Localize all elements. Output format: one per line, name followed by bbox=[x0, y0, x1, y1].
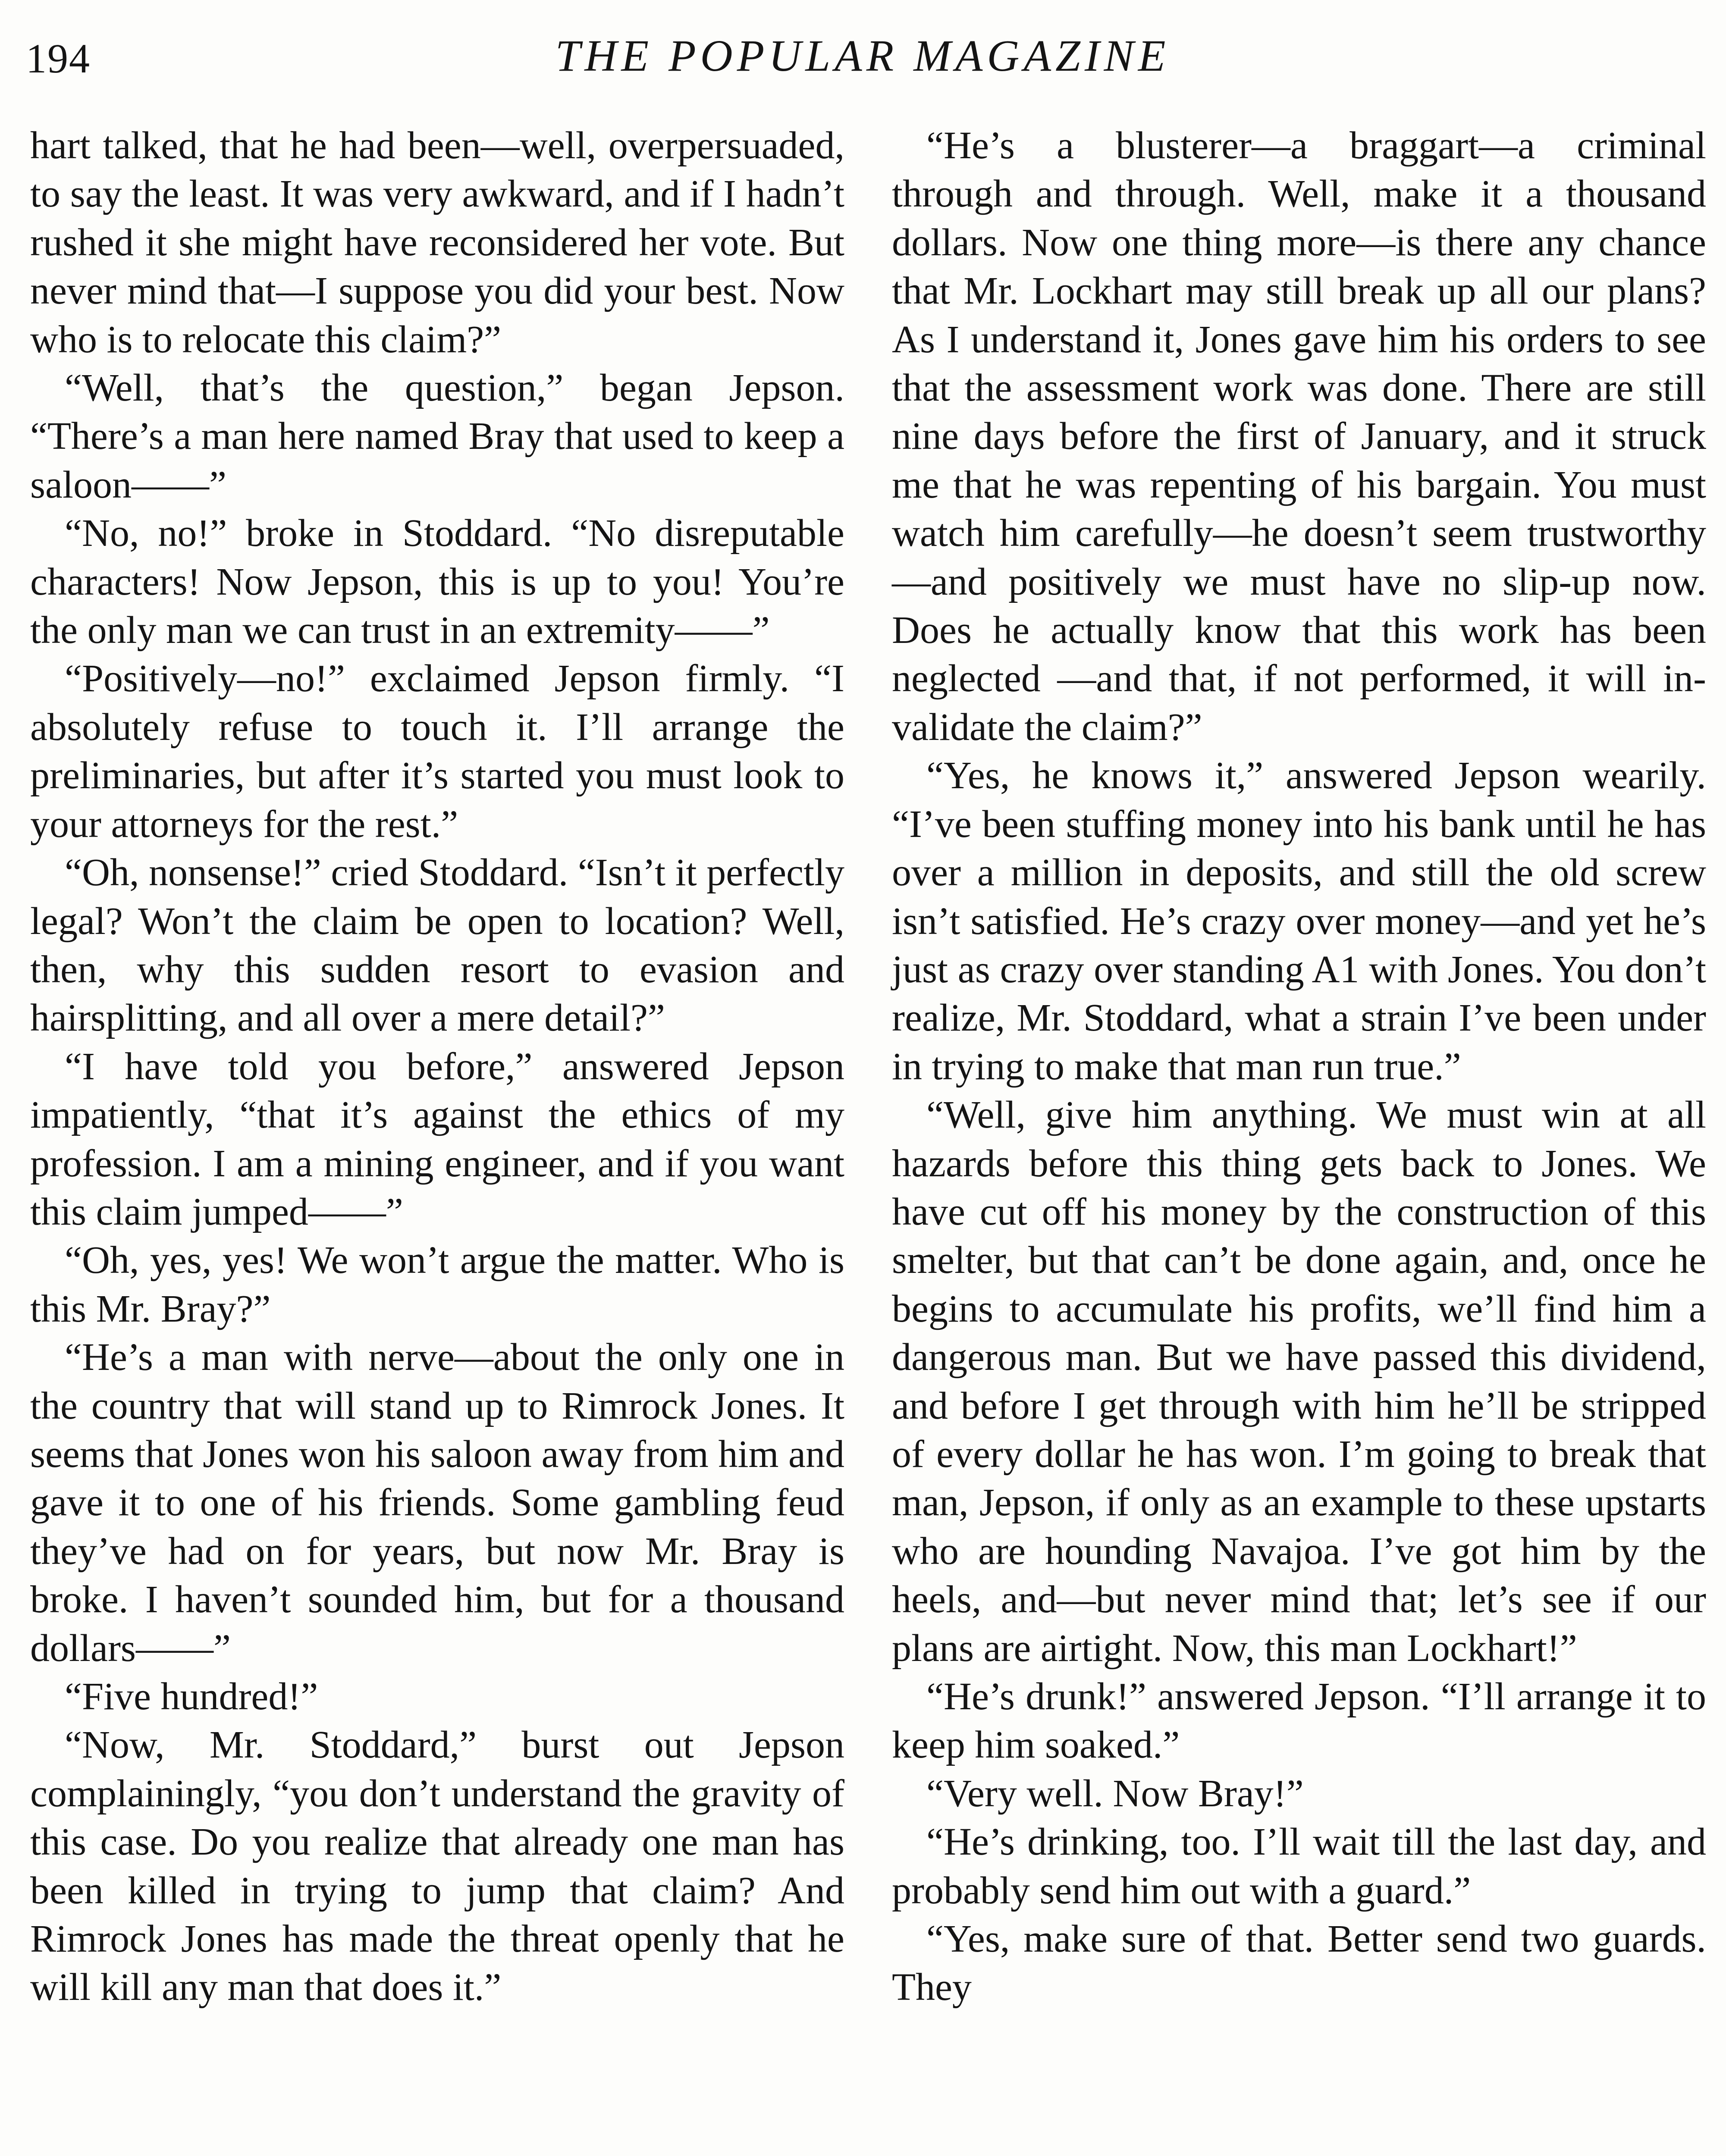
paragraph: “He’s a man with nerve—about the only one in the country that will stand up to Rimrock Jones. It seems that Jones won his saloon away from him and gave it to one of his friends. Some gambling feud they’ve had on for years, but now Mr. Bray is broke. I haven’t sounded him, but for a thousand dollars——” bbox=[30, 1336, 844, 1670]
running-head-title: THE POPULAR MAGAZINE bbox=[555, 31, 1170, 81]
paragraph: “He’s drinking, too. I’ll wait till the last day, and probably send him out with a guard.” bbox=[892, 1821, 1706, 1912]
paragraph: “He’s drunk!” answered Jepson. “I’ll arrange it to keep him soaked.” bbox=[892, 1675, 1706, 1767]
paragraph: “I have told you before,” answered Jepson impatiently, “that it’s against the ethics of my profession. I am a mining engineer, and if you want this claim jumped——” bbox=[30, 1045, 844, 1233]
paragraph: “He’s a blusterer—a braggart—a criminal through and through. Well, make it a thousand dollars. Now one thing more—is there any chance that Mr. Lockhart may still break up all our plans? As I understand it, Jones gave him his orders to see that the assessment work was done. There are still nine days before the first of January, and it struck me that he was repenting of his bargain. You must watch him carefully—he doesn’t seem trustworthy—and positively we must have no slip-up now. Does he actually know that this work has been neglected —and that, if not performed, it will invalidate the claim?” bbox=[892, 124, 1706, 749]
right-column bbox=[892, 122, 1706, 2012]
paragraph: “No, no!” broke in Stoddard. “No disreputable characters! Now Jepson, this is up to you! You’re the only man we can trust in an extremity——” bbox=[30, 512, 844, 652]
paragraph: “Oh, nonsense!” cried Stoddard. “Isn’t it perfectly legal? Won’t the claim be open to location? Well, then, why this sudden resort to evasion and hairsplitting, and all over a mere detail?” bbox=[30, 851, 844, 1040]
paragraph: “Oh, yes, yes! We won’t argue the matter. Who is this Mr. Bray?” bbox=[30, 1239, 844, 1330]
page-header bbox=[26, 30, 1699, 95]
paragraph: “Well, that’s the question,” began Jepson. “There’s a man here named Bray that used to keep a saloon——” bbox=[30, 367, 844, 506]
paragraph: “Very well. Now Bray!” bbox=[926, 1772, 1304, 1815]
paragraph: “Five hundred!” bbox=[65, 1675, 318, 1718]
paragraph: “Yes, make sure of that. Better send two guards. They bbox=[892, 1918, 1706, 2009]
left-column bbox=[30, 122, 844, 2012]
paragraph: “Positively—no!” exclaimed Jepson firmly. “I absolutely refuse to touch it. I’ll arrange the preliminaries, but after it’s started you must look to your attorneys for the rest.” bbox=[30, 657, 844, 846]
paragraph: hart talked, that he had been—well, overpersuaded, to say the least. It was very awkward, and if I hadn’t rushed it she might have reconsidered her vote. But never mind that—I suppose you did your best. Now who is to relocate this claim?” bbox=[30, 124, 844, 361]
paragraph: “Now, Mr. Stoddard,” burst out Jepson complainingly, “you don’t understand the gravity of this case. Do you realize that already one man has been killed in trying to jump that claim? And Rimrock Jones has made the threat openly that he will kill any man that does it.” bbox=[30, 1724, 844, 2009]
paragraph: “Well, give him anything. We must win at all hazards before this thing gets back to Jones. We have cut off his money by the construction of this smelter, but that can’t be done again, and, once he begins to accumulate his profits, we’ll find him a dangerous man. But we have passed this dividend, and before I get through with him he’ll be stripped of every dollar he has won. I’m going to break that man, Jepson, if only as an example to these upstarts who are hounding Navajoa. I’ve got him by the heels, and—but never mind that; let’s see if our plans are airtight. Now, this man Lockhart!” bbox=[892, 1094, 1706, 1670]
paragraph: “Yes, he knows it,” answered Jepson wearily. “I’ve been stuffing money into his bank until he has over a million in deposits, and still the old screw isn’t satisfied. He’s crazy over money—and yet he’s just as crazy over standing A1 with Jones. You don’t realize, Mr. Stoddard, what a strain I’ve been under in trying to make that man run true.” bbox=[892, 754, 1706, 1088]
page-number: 194 bbox=[26, 35, 91, 81]
